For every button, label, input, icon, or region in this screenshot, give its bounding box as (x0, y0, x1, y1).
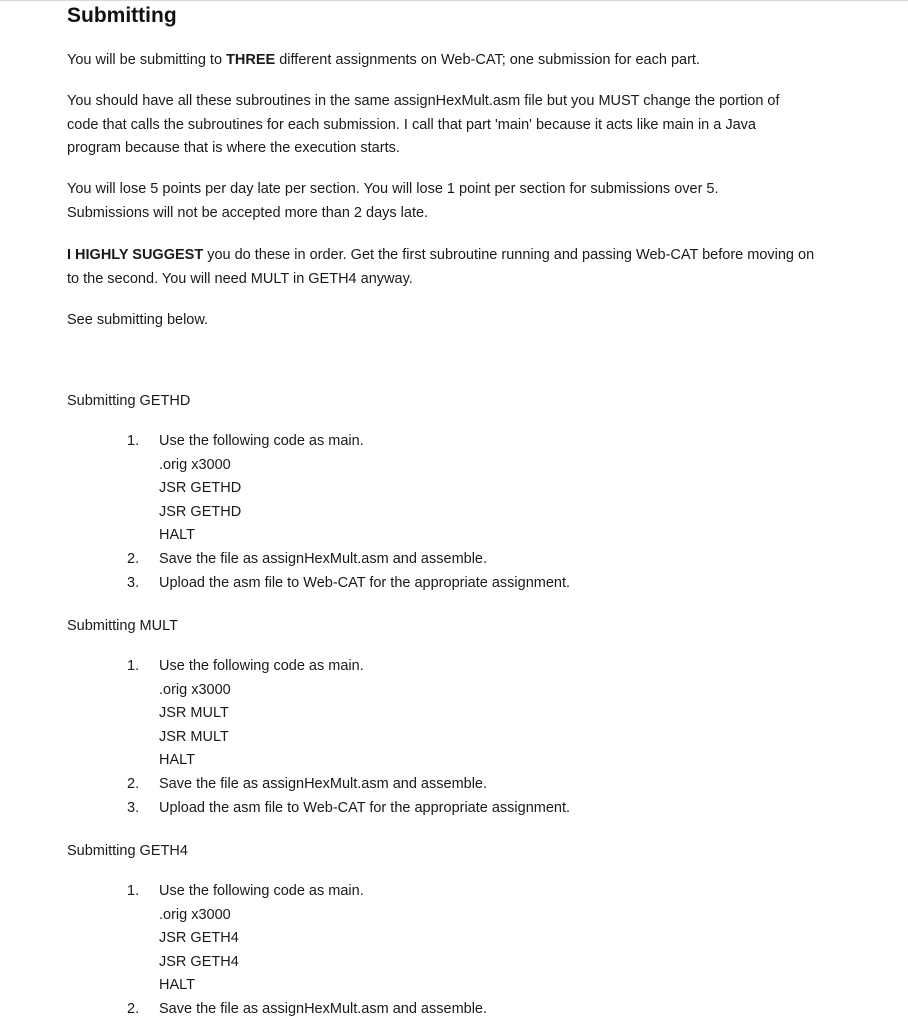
step-text: Upload the asm file to Web-CAT for the appropriate assignment. (159, 574, 571, 591)
step-text: Use the following code as main. (159, 433, 364, 449)
top-divider (0, 0, 908, 1)
code-line: .orig x3000 (159, 681, 231, 698)
intro-p4-line1 (67, 244, 867, 268)
step-item (127, 548, 827, 572)
code-line: JSR GETH4 (159, 930, 239, 947)
step-number: 1. (127, 433, 140, 449)
section-label-mult: Submitting MULT (67, 618, 178, 634)
section-label-gethd: Submitting GETHD (67, 393, 191, 409)
intro-p1-bold: THREE (226, 52, 276, 68)
intro-paragraph-5: See submitting below. (67, 312, 209, 328)
intro-p4-line1-rest: you do these in order. Get the first subroutine running and passing Web-CAT before moving on (203, 247, 815, 263)
step-item (127, 430, 827, 548)
code-line: .orig x3000 (159, 906, 231, 923)
step-number: 2. (127, 550, 140, 567)
step-item (127, 880, 827, 998)
step-item (127, 797, 827, 821)
section-steps-mult (127, 655, 827, 820)
step-number: 3. (127, 574, 140, 591)
intro-p1-after: different assignments on Web-CAT; one submission for each part. (275, 52, 700, 68)
step-item (127, 655, 827, 773)
step-text: Save the file as assignHexMult.asm and assemble. (159, 775, 488, 792)
intro-p2-line2: code that calls the subroutines for each submission. I call that part 'main' because it acts like main in a Java (67, 116, 756, 133)
intro-paragraph-1 (67, 49, 867, 73)
code-line: HALT (159, 752, 195, 769)
step-number: 2. (127, 1000, 140, 1017)
step-item (127, 773, 827, 797)
intro-paragraph-3 (67, 178, 867, 225)
code-line: HALT (159, 977, 195, 994)
step-number: 1. (127, 883, 140, 899)
code-line: JSR MULT (159, 705, 229, 722)
step-text: Use the following code as main. (159, 883, 364, 899)
intro-p3-line1: You will lose 5 points per day late per section. You will lose 1 point per section for submissions over 5. (67, 181, 719, 197)
step-number: 2. (127, 775, 140, 792)
intro-paragraph-2 (67, 90, 867, 161)
intro-p1-before: You will be submitting to (67, 52, 227, 68)
step-text: Save the file as assignHexMult.asm and assemble. (159, 1000, 488, 1017)
section-steps-geth4 (127, 880, 827, 1022)
code-line: JSR MULT (159, 728, 229, 745)
step-text: Save the file as assignHexMult.asm and assemble. (159, 550, 488, 567)
step-number: 3. (127, 799, 140, 816)
code-line: JSR GETHD (159, 480, 242, 497)
intro-p4-line2: to the second. You will need MULT in GETH4 anyway. (67, 270, 413, 287)
step-item (127, 572, 827, 596)
code-line: JSR GETHD (159, 503, 242, 520)
page-title: Submitting (67, 4, 177, 27)
intro-p4-bold: I HIGHLY SUGGEST (67, 247, 204, 263)
code-line: .orig x3000 (159, 456, 231, 473)
section-label-geth4: Submitting GETH4 (67, 843, 188, 859)
step-item (127, 998, 827, 1022)
step-text: Use the following code as main. (159, 658, 364, 674)
step-number: 1. (127, 658, 140, 674)
step-text: Upload the asm file to Web-CAT for the appropriate assignment. (159, 799, 571, 816)
intro-p2-line3: program because that is where the execution starts. (67, 140, 400, 156)
code-line: HALT (159, 527, 195, 544)
intro-paragraph-4 (67, 244, 867, 291)
section-steps-gethd (127, 430, 827, 595)
code-line: JSR GETH4 (159, 953, 239, 970)
intro-p3-line2: Submissions will not be accepted more than 2 days late. (67, 204, 429, 221)
intro-p2-line1: You should have all these subroutines in the same assignHexMult.asm file but you MUST change the portion of (67, 93, 780, 109)
